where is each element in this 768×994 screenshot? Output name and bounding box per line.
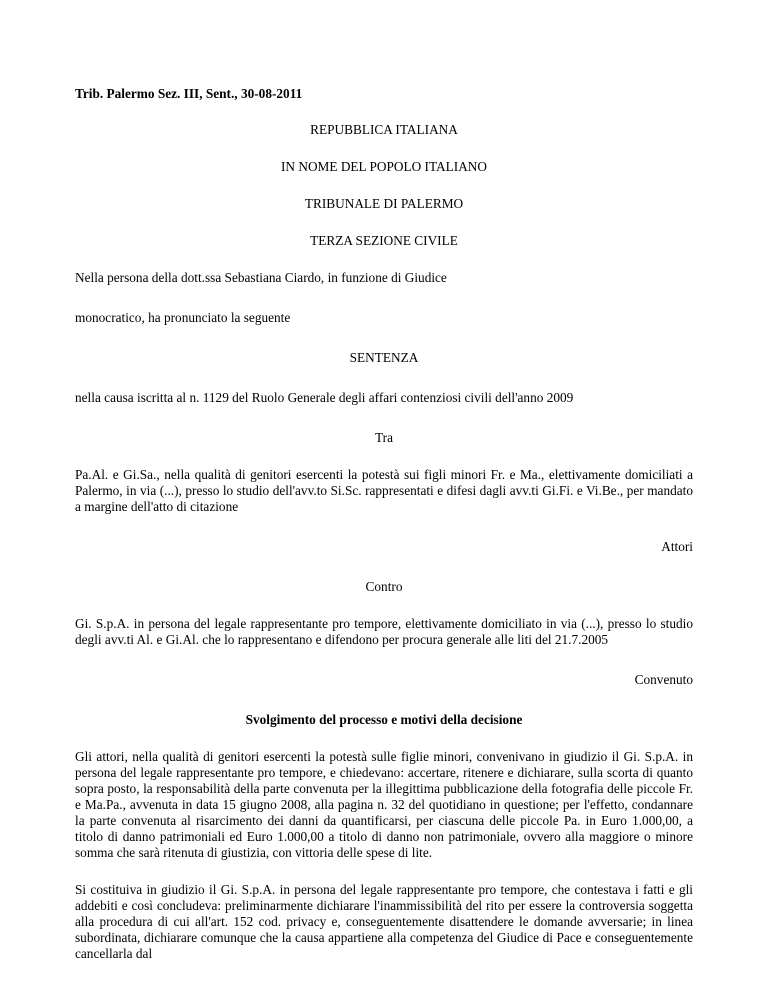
judge-line-2: monocratico, ha pronunciato la seguente xyxy=(75,310,291,325)
title-republic: REPUBBLICA ITALIANA xyxy=(310,122,458,137)
between-label: Tra xyxy=(375,430,393,445)
body-paragraph-2: Si costituiva in giudizio il Gi. S.p.A. in persona del legale rappresentante pro tempore, che contestava i fatti e gli addebiti e così concludeva: preliminarmente dichiarare l'inammissibilità del rito per essere la controversia soggetta alla procedura di cui all'art. 152 cod. privacy e, conseguentemente disattendere le domande avversarie; in linea subordinata, dichiarare comunque che la causa appartiene alla competenza del Giudice di Pace e conseguentemente cancellarla dal xyxy=(75,882,693,961)
case-line: nella causa iscritta al n. 1129 del Ruolo Generale degli affari contenziosi civili dell'anno 2009 xyxy=(75,390,574,405)
document-page xyxy=(75,82,693,962)
sentence-title: SENTENZA xyxy=(349,350,419,365)
section-title: Svolgimento del processo e motivi della decisione xyxy=(245,712,523,727)
title-people: IN NOME DEL POPOLO ITALIANO xyxy=(281,159,487,174)
title-tribunal: TRIBUNALE DI PALERMO xyxy=(304,196,464,211)
judge-line-1: Nella persona della dott.ssa Sebastiana Ciardo, in funzione di Giudice xyxy=(75,270,447,285)
body-paragraph-1: Gli attori, nella qualità di genitori esercenti la potestà sulle figlie minori, convenivano in giudizio il Gi. S.p.A. in persona del legale rappresentante pro tempore, e chiedevano: accertare, ritenere e dichiarare, sulla scorta di quanto sopra posto, la responsabilità della parte convenuta per la illegittima pubblicazione della fotografia delle piccole Fr. e Ma.Pa., avvenuta in data 15 giugno 2008, alla pagina n. 32 del quotidiano in questione; per l'effetto, condannare la parte convenuta al risarcimento dei danni da quantificarsi, per ciascuna delle piccole Pa. in Euro 1.000,00, a titolo di danno patrimoniali ed Euro 1.000,00 a titolo di danno non patrimoniale, ovvero alla maggiore o minore somma che sarà ritenuta di giustizia, con vittoria delle spese di lite. xyxy=(75,749,693,860)
plaintiffs-label: Attori xyxy=(661,539,693,554)
against-label: Contro xyxy=(365,579,403,594)
plaintiffs-paragraph: Pa.Al. e Gi.Sa., nella qualità di genitori esercenti la potestà sui figli minori Fr. e Ma., elettivamente domiciliati a Palermo, in via (...), presso lo studio dell'avv.to Si.Sc. rappresentati e difesi dagli avv.ti Gi.Fi. e Vi.Be., per mandato a margine dell'atto di citazione xyxy=(75,467,693,514)
defendant-paragraph: Gi. S.p.A. in persona del legale rappresentante pro tempore, elettivamente domiciliato in via (...), presso lo studio degli avv.ti Al. e Gi.Al. che lo rappresentano e difendono per procura generale alle liti del 21.7.2005 xyxy=(75,616,693,647)
document-header: Trib. Palermo Sez. III, Sent., 30-08-2011 xyxy=(75,86,303,101)
title-section: TERZA SEZIONE CIVILE xyxy=(310,233,458,248)
defendant-label: Convenuto xyxy=(634,672,693,687)
